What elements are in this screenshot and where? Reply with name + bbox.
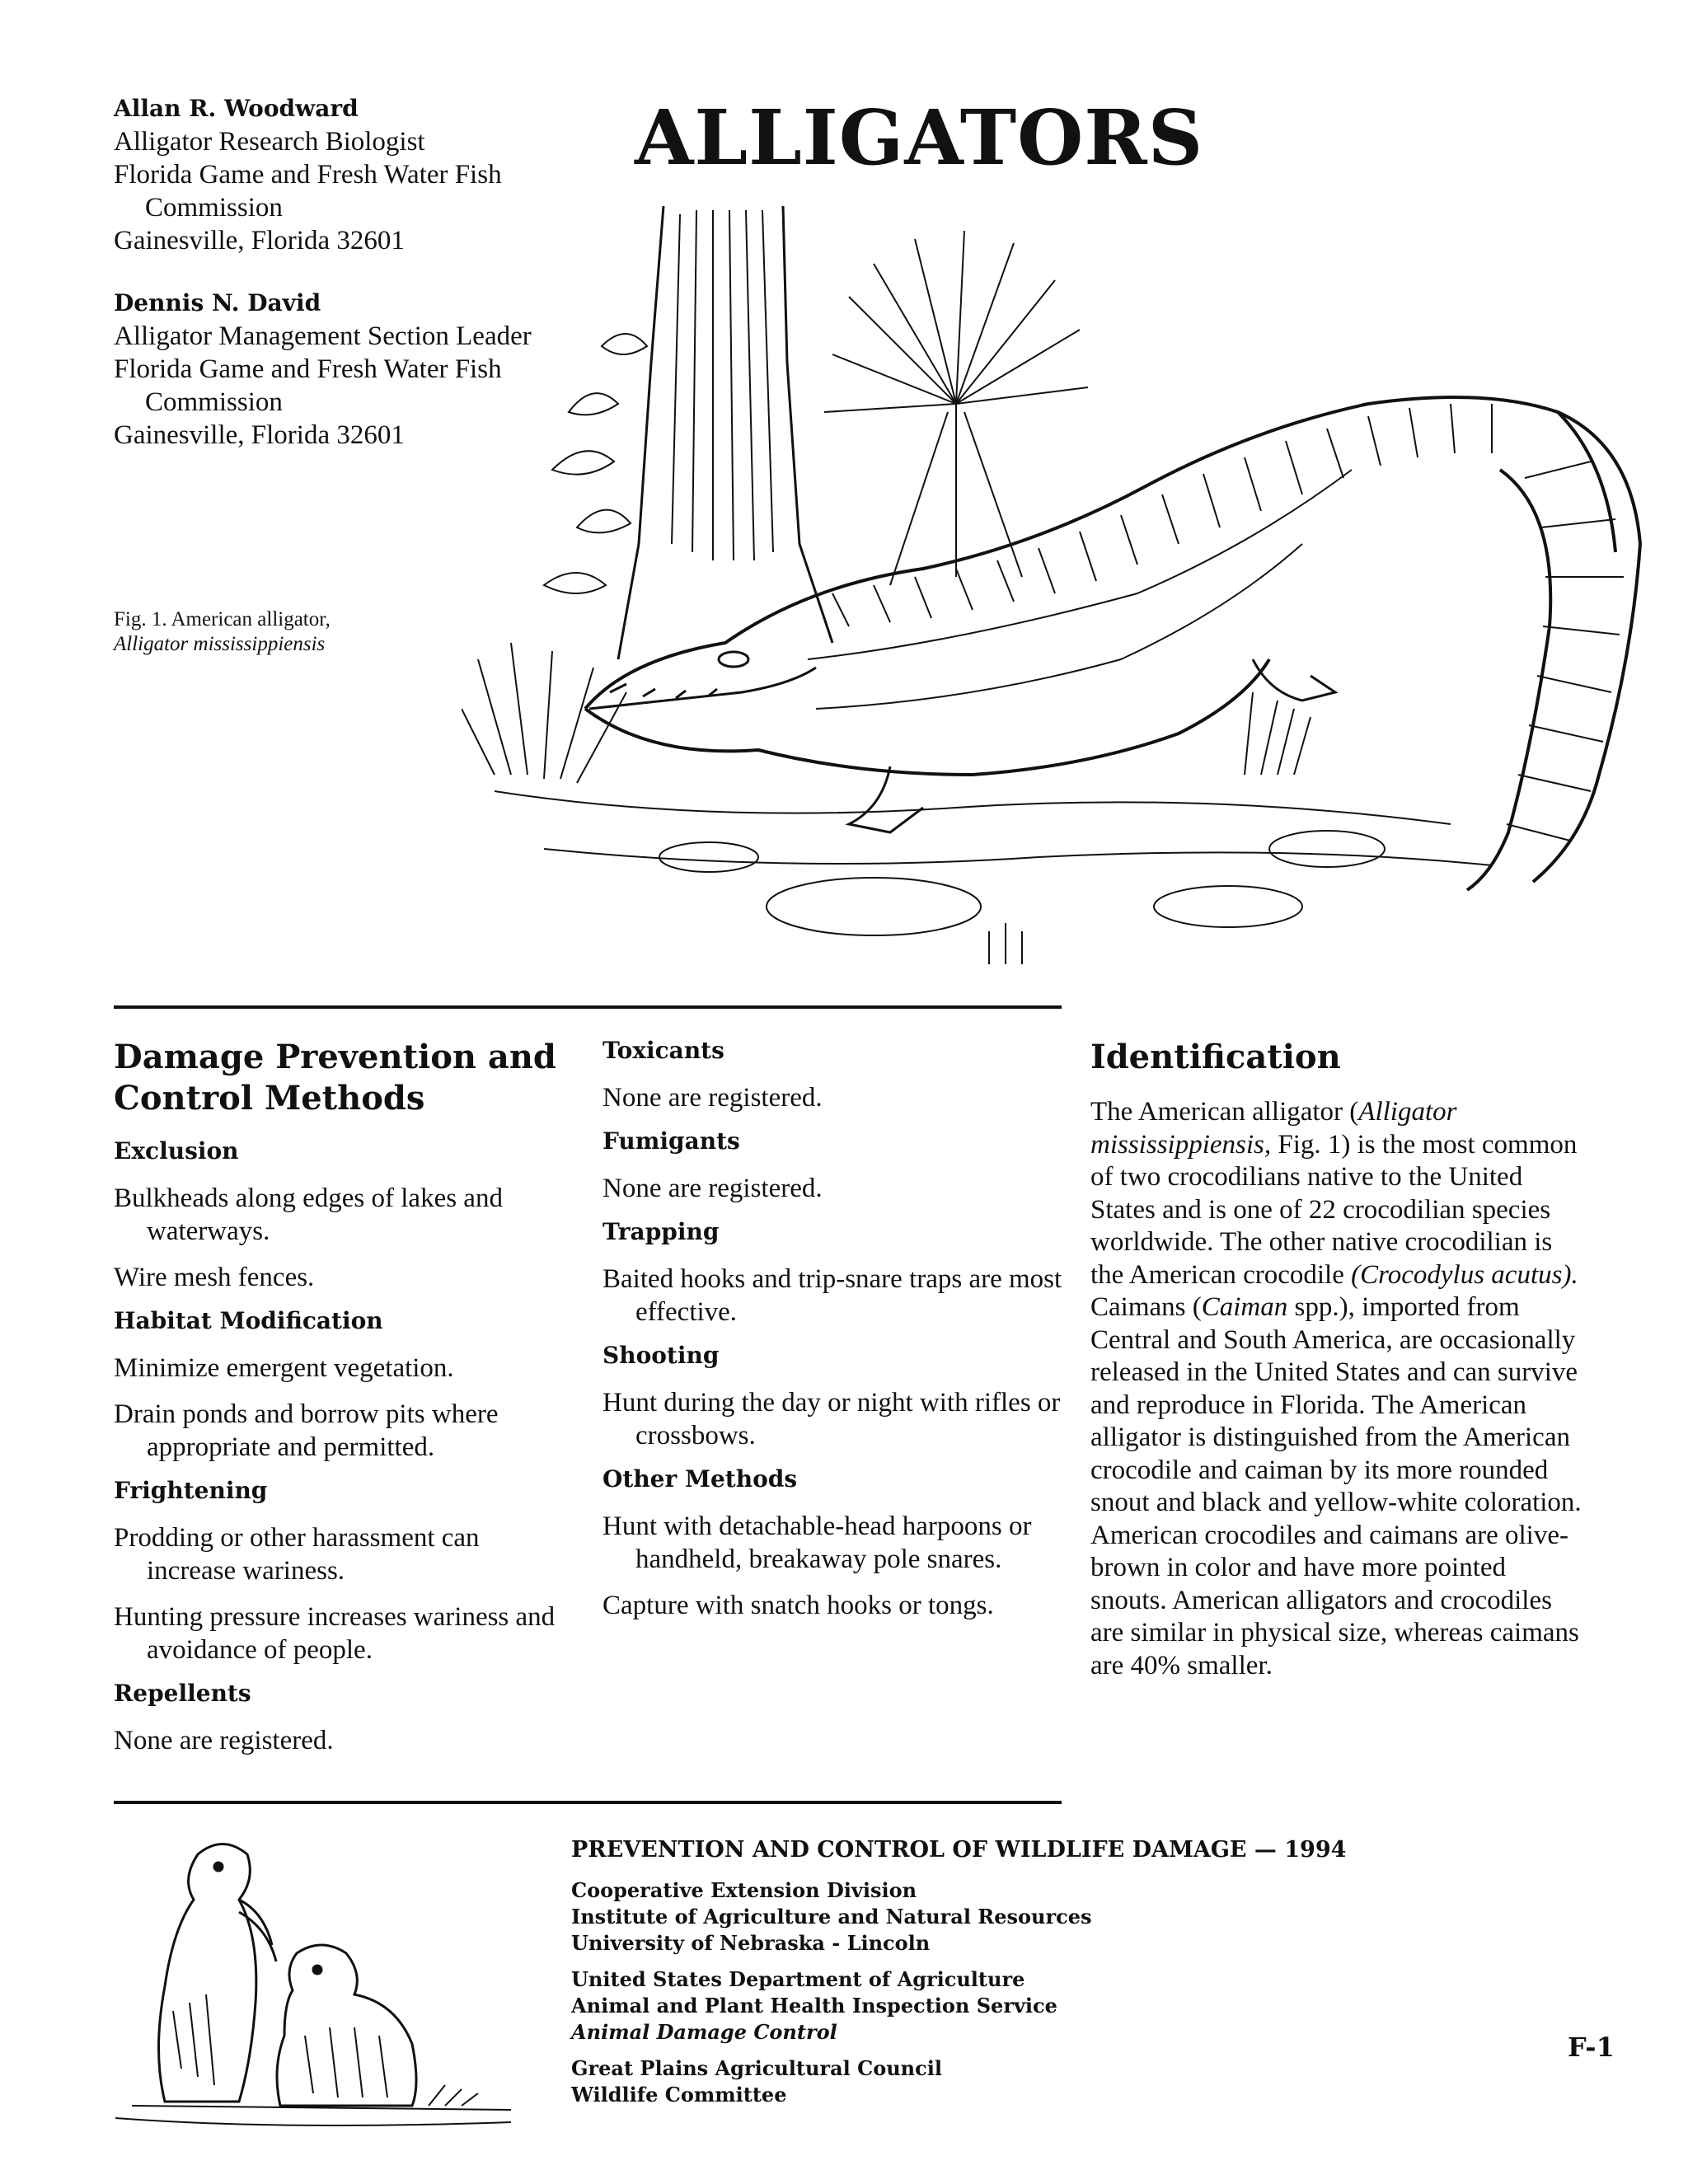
- habitat-heading: Habitat Modification: [114, 1307, 383, 1334]
- alligator-illustration: [462, 198, 1648, 964]
- other-methods-heading: Other Methods: [603, 1465, 798, 1493]
- author-name: Allan R. Woodward: [114, 95, 359, 122]
- figure-caption: [114, 607, 443, 657]
- footer-line: United States Department of Agriculture: [571, 1967, 1025, 1991]
- author-org-cont: Commission: [145, 387, 283, 417]
- identification-column: [1090, 1037, 1585, 1695]
- author-city: Gainesville, Florida 32601: [114, 420, 405, 450]
- shooting-item: Hunt during the day or night with rifles or crossbows.: [603, 1388, 1061, 1451]
- footer-credits: [571, 1836, 1395, 2118]
- footer-group-council: [571, 2055, 1395, 2108]
- author-org: Florida Game and Fresh Water Fish: [114, 354, 502, 384]
- author-city: Gainesville, Florida 32601: [114, 226, 405, 255]
- footer-header: PREVENTION AND CONTROL OF WILDLIFE DAMAGE — 1994: [571, 1837, 1347, 1863]
- fumigants-item: None are registered.: [603, 1174, 823, 1203]
- frightening-item: Hunting pressure increases wariness and avoidance of people.: [114, 1602, 556, 1665]
- methods-column-1: [114, 1037, 559, 1770]
- frightening-item: Prodding or other harassment can increase wariness.: [114, 1523, 480, 1586]
- section-rule-top: [114, 1005, 1062, 1009]
- shooting-heading: Shooting: [603, 1342, 720, 1369]
- repellents-heading: Repellents: [114, 1680, 251, 1707]
- author-role: Alligator Management Section Leader: [114, 321, 532, 351]
- footer-line: Wildlife Committee: [571, 2083, 787, 2107]
- trapping-heading: Trapping: [603, 1218, 720, 1245]
- frightening-heading: Frightening: [114, 1477, 268, 1504]
- methods-heading: Damage Prevention and Control Methods: [114, 1038, 556, 1118]
- toxicants-heading: Toxicants: [603, 1037, 724, 1064]
- footer-line: Cooperative Extension Division: [571, 1878, 917, 1902]
- prairie-dog-illustration: [115, 1821, 528, 2135]
- other-methods-item: Hunt with detachable-head harpoons or handheld, breakaway pole snares.: [603, 1511, 1032, 1574]
- figure-caption-species: Alligator mississippiensis: [114, 633, 326, 655]
- footer-line: Institute of Agriculture and Natural Resources: [571, 1905, 1092, 1929]
- section-rule-bottom: [114, 1801, 1062, 1804]
- footer-group-nebraska: [571, 1877, 1395, 1957]
- footer-group-usda: [571, 1966, 1395, 2046]
- footer-line: Animal Damage Control: [571, 2020, 837, 2044]
- footer-line: Great Plains Agricultural Council: [571, 2056, 942, 2080]
- author-role: Alligator Research Biologist: [114, 127, 425, 157]
- methods-column-2: [603, 1037, 1064, 1635]
- figure-caption-line: Fig. 1. American alligator,: [114, 608, 331, 630]
- trapping-item: Baited hooks and trip-snare traps are most effective.: [603, 1264, 1062, 1327]
- identification-heading: Identification: [1090, 1038, 1341, 1076]
- exclusion-heading: Exclusion: [114, 1137, 239, 1165]
- identification-text: The American alligator (Alligator mississippiensis, Fig. 1) is the most common of two crocodilians native to the United States and is one of 22 crocodilian species worldwide. The other native crocodilian is the American crocodile (Crocodylus acutus). Caimans (Caiman spp.), imported from Central and South America, are occasionally released in the United States and can survive and reproduce in Florida. The American alligator is distinguished from the American crocodile and caiman by its more rounded snout and black and yellow-white coloration. American crocodiles and caimans are olive-brown in color and have more pointed snouts. American alligators and crocodiles are similar in physical size, whereas caimans are 40% smaller.: [1090, 1097, 1582, 1680]
- footer-line: Animal and Plant Health Inspection Service: [571, 1994, 1057, 2018]
- page-title: ALLIGATORS: [635, 93, 1204, 182]
- habitat-item: Drain ponds and borrow pits where appropriate and permitted.: [114, 1399, 499, 1462]
- page-number: F-1: [1568, 2032, 1615, 2063]
- habitat-item: Minimize emergent vegetation.: [114, 1353, 454, 1383]
- exclusion-item: Wire mesh fences.: [114, 1263, 315, 1292]
- footer-line: University of Nebraska - Lincoln: [571, 1931, 931, 1955]
- author-org-cont: Commission: [145, 193, 283, 223]
- toxicants-item: None are registered.: [603, 1083, 823, 1113]
- other-methods-item: Capture with snatch hooks or tongs.: [603, 1591, 994, 1620]
- fumigants-heading: Fumigants: [603, 1127, 740, 1155]
- exclusion-item: Bulkheads along edges of lakes and waterways.: [114, 1183, 503, 1246]
- author-org: Florida Game and Fresh Water Fish: [114, 160, 502, 190]
- repellents-item: None are registered.: [114, 1726, 334, 1755]
- author-name: Dennis N. David: [114, 289, 321, 316]
